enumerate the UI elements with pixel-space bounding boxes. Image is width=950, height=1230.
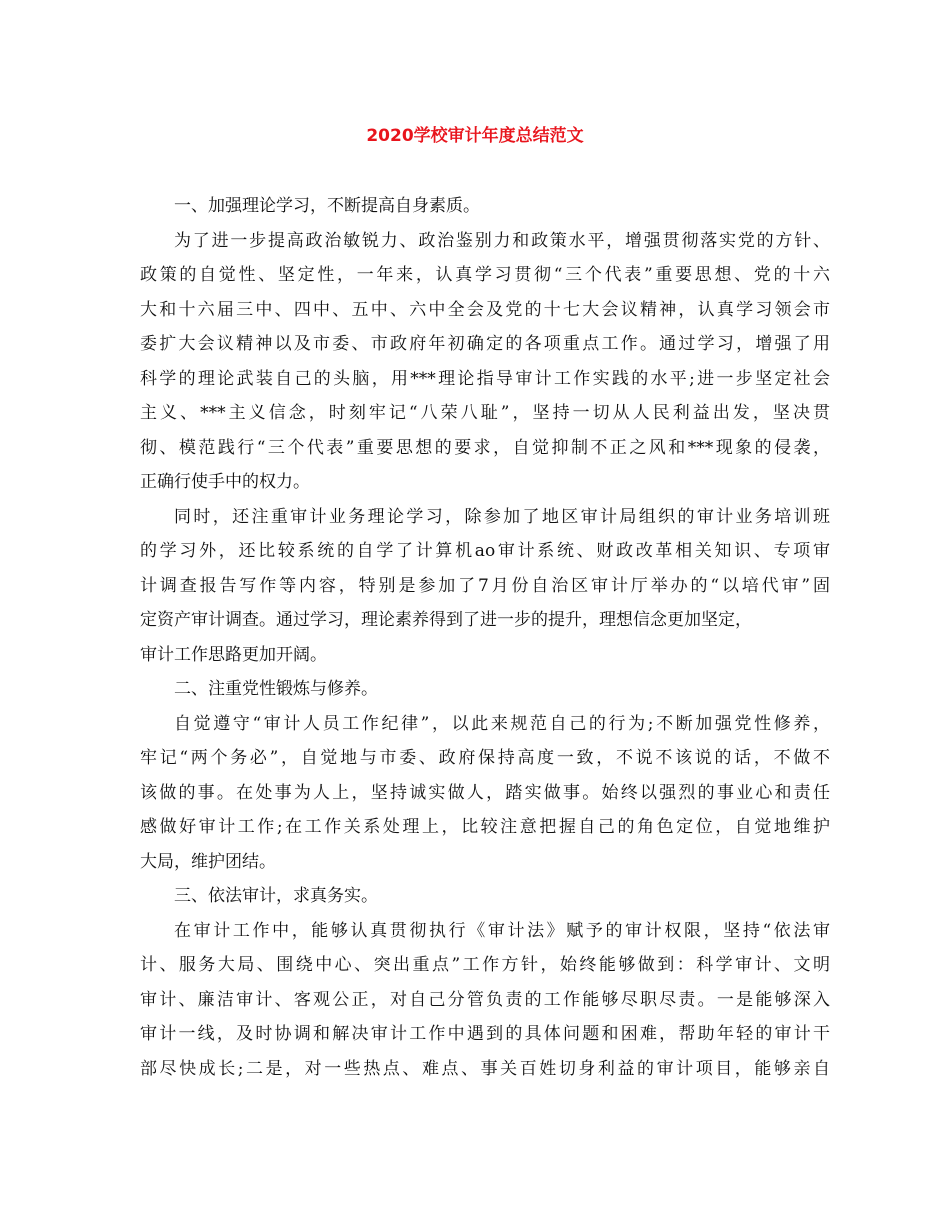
text-line: 大和十六届三中、四中、五中、六中全会及党的十七大会议精神，认真学习领会市 [140,299,830,320]
text-line: 的学习外，还比较系统的自学了计算机ao审计系统、财政改革相关知识、专项审 [140,541,830,561]
text-line: 三、依法审计，求真务实。 [174,886,378,906]
text-line: 该做的事。在处事为人上，坚持诚实做人，踏实做事。始终以强烈的事业心和责任 [140,782,830,803]
text-line: 科学的理论武装自己的头脑，用***理论指导审计工作实践的水平;进一步坚定社会 [140,368,830,389]
text-line: 二、注重党性锻炼与修养。 [174,679,378,699]
text-line: 在审计工作中，能够认真贯彻执行《审计法》赋予的审计权限，坚持“依法审 [174,920,830,941]
text-line: 感做好审计工作;在工作关系处理上，比较注意把握自己的角色定位，自觉地维护 [140,817,830,837]
text-line: 为了进一步提高政治敏锐力、政治鉴别力和政策水平，增强贯彻落实党的方针、 [174,230,830,251]
text-line: 牢记“两个务必”，自觉地与市委、政府保持高度一致，不说不该说的话，不做不 [140,748,830,768]
text-line: 部尽快成长;二是，对一些热点、难点、事关百姓切身利益的审计项目，能够亲自 [140,1058,830,1079]
text-line: 自觉遵守“审计人员工作纪律”，以此来规范自己的行为;不断加强党性修养， [174,713,830,734]
text-line: 委扩大会议精神以及市委、市政府年初确定的各项重点工作。通过学习，增强了用 [140,334,830,354]
document-title: 2020学校审计年度总结范文 [366,126,584,146]
text-line: 主义、***主义信念，时刻牢记“八荣八耻”，坚持一切从人民利益出发，坚决贯 [140,403,830,423]
text-line: 审计、廉洁审计、客观公正，对自己分管负责的工作能够尽职尽责。一是能够深入 [140,989,830,1010]
text-line: 审计工作思路更加开阔。 [140,644,327,665]
document-body [140,189,830,1086]
text-line: 大局，维护团结。 [140,851,276,872]
text-line: 同时，还注重审计业务理论学习，除参加了地区审计局组织的审计业务培训班 [174,506,830,527]
text-line: 政策的自觉性、坚定性，一年来，认真学习贯彻“三个代表”重要思想、党的十六 [140,265,830,285]
text-line: 彻、模范践行“三个代表”重要思想的要求，自觉抑制不正之风和***现象的侵袭， [140,437,830,458]
text-line: 计调查报告写作等内容，特别是参加了7月份自治区审计厅举办的“以培代审”固 [140,575,830,596]
text-line: 正确行使手中的权力。 [140,472,310,492]
text-line: 定资产审计调查。通过学习，理论素养得到了进一步的提升，理想信念更加坚定， [140,610,752,630]
text-line: 审计一线，及时协调和解决审计工作中遇到的具体问题和困难，帮助年轻的审计干 [140,1024,830,1044]
text-line: 计、服务大局、围绕中心、突出重点”工作方针，始终能够做到：科学审计、文明 [140,955,830,975]
text-line: 一、加强理论学习，不断提高自身素质。 [174,196,480,216]
